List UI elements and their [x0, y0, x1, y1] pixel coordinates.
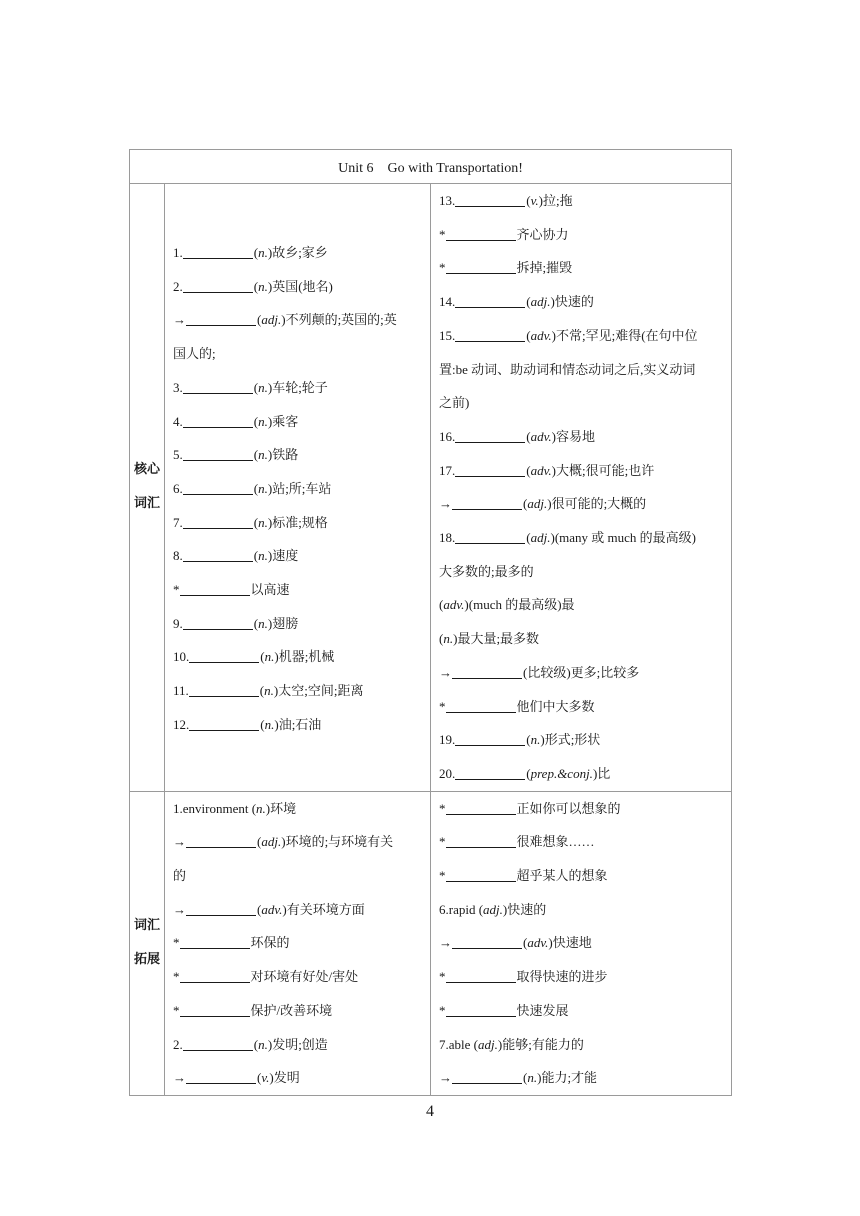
vocab-line — [173, 1061, 424, 1095]
vocab-line — [439, 251, 725, 285]
vocab-meaning: 能够;有能力的 — [502, 1036, 584, 1052]
vocab-prefix: * — [439, 834, 446, 850]
vocab-prefix: 20. — [439, 765, 456, 781]
answer-blank[interactable] — [183, 479, 253, 495]
vocab-line — [173, 926, 424, 960]
vocab-meaning: 正如你可以想象的 — [516, 800, 621, 816]
answer-blank[interactable] — [446, 697, 516, 713]
vocab-meaning: (比较级)更多;比较多 — [523, 664, 640, 680]
vocab-line — [173, 438, 424, 472]
vocab-line — [173, 960, 424, 994]
part-of-speech: (adj.) — [257, 834, 286, 850]
answer-blank[interactable] — [186, 900, 256, 916]
vocab-prefix: 1. — [173, 245, 183, 260]
part-of-speech: (n.) — [260, 716, 279, 732]
vocab-meaning: 不列颠的;英国的;英 — [285, 312, 397, 328]
vocab-meaning: 拉;拖 — [543, 193, 573, 208]
part-of-speech: (v.) — [526, 193, 543, 208]
vocab-meaning: 环境 — [270, 800, 297, 816]
vocab-line — [439, 454, 725, 488]
vocab-prefix: 大多数的;最多的 — [439, 563, 534, 579]
vocab-meaning: 有关环境方面 — [286, 901, 365, 917]
vocab-meaning: 很可能的;大概的 — [551, 496, 647, 512]
vocab-prefix: 13. — [439, 193, 456, 208]
vocab-meaning: 车轮;轮子 — [272, 379, 328, 395]
vocab-prefix: → — [173, 312, 186, 328]
vocab-line — [173, 371, 424, 405]
vocab-line — [173, 640, 424, 674]
answer-blank[interactable] — [455, 191, 525, 207]
vocab-line — [439, 319, 725, 353]
vocab-meaning: 大概;很可能;也许 — [556, 462, 655, 478]
vocab-line — [439, 285, 725, 319]
vocab-line — [439, 555, 725, 589]
part-of-speech: (n.) — [260, 649, 279, 665]
vocab-meaning: 发明;创造 — [272, 1036, 328, 1052]
vocab-meaning: 快速的 — [554, 294, 594, 310]
vocab-meaning: 形式;形状 — [544, 732, 601, 748]
vocab-prefix: 2. — [173, 1036, 183, 1052]
vocab-prefix: 4. — [173, 413, 183, 429]
vocab-prefix: 置:be 动词、助动词和情态动词之后,实义动词 — [439, 361, 696, 377]
vocab-meaning: 速度 — [272, 548, 299, 564]
part-of-speech: n.) — [256, 800, 271, 816]
vocab-meaning: 油;石油 — [278, 716, 322, 732]
vocab-line — [439, 420, 725, 454]
answer-blank[interactable] — [446, 1001, 516, 1017]
vocab-prefix: → — [439, 1070, 452, 1086]
vocab-prefix: 7. — [173, 514, 183, 530]
vocab-line — [173, 994, 424, 1028]
vocab-meaning: 环保的 — [250, 935, 290, 951]
part-of-speech: (n.) — [253, 1036, 273, 1052]
vocab-line — [439, 487, 725, 521]
vocab-meaning: 翅膀 — [272, 615, 299, 631]
vocab-prefix: 2. — [173, 278, 183, 294]
vocab-line — [439, 353, 725, 387]
vocab-line — [173, 1028, 424, 1062]
part-of-speech: (adv.) — [523, 935, 553, 951]
vocab-prefix: 15. — [439, 327, 456, 343]
vocab-meaning: 铁路 — [272, 447, 299, 463]
vocab-line — [173, 792, 424, 826]
vocab-prefix: * — [439, 1002, 446, 1018]
part-of-speech: (n.) — [259, 683, 279, 699]
part-of-speech: (n.) — [253, 245, 273, 260]
vocab-prefix: 5. — [173, 447, 183, 463]
vocab-line — [439, 386, 725, 420]
answer-blank[interactable] — [186, 310, 256, 326]
vocab-line — [439, 859, 725, 893]
section-label-line: 拓展 — [133, 952, 160, 968]
vocab-meaning: 很难想象…… — [516, 834, 595, 850]
answer-blank[interactable] — [455, 764, 525, 780]
vocab-line — [439, 757, 725, 791]
vocab-prefix: → — [439, 935, 452, 951]
vocab-prefix: ( — [439, 631, 444, 647]
vocab-line — [173, 405, 424, 439]
vocab-meaning: 他们中大多数 — [516, 698, 595, 714]
part-of-speech: (adv.) — [526, 428, 556, 444]
section-label-line: 核心 — [133, 462, 160, 478]
part-of-speech: (n.) — [253, 379, 273, 395]
answer-blank[interactable] — [180, 967, 250, 983]
unit-title: Unit 6 Go with Transportation! — [130, 150, 732, 184]
answer-blank[interactable] — [183, 412, 253, 428]
vocab-line — [439, 825, 725, 859]
answer-blank[interactable] — [446, 832, 516, 848]
vocab-prefix: 10. — [173, 649, 190, 665]
section-label-core — [130, 184, 165, 792]
vocab-prefix: 7.able ( — [439, 1036, 478, 1052]
vocab-meaning: 故乡;家乡 — [272, 245, 328, 260]
part-of-speech: (adv.) — [526, 327, 556, 343]
answer-blank[interactable] — [183, 243, 253, 259]
vocab-meaning: 乘客 — [272, 413, 299, 429]
answer-blank[interactable] — [446, 225, 516, 241]
part-of-speech: (n.) — [253, 548, 273, 564]
answer-blank[interactable] — [186, 832, 256, 848]
vocab-prefix: 3. — [173, 379, 183, 395]
vocab-prefix: 国人的; — [173, 346, 216, 362]
vocab-meaning: 快速的 — [507, 901, 547, 917]
part-of-speech: (adj.) — [526, 294, 555, 310]
answer-blank[interactable] — [180, 1001, 250, 1017]
vocab-prefix: * — [439, 698, 446, 714]
vocab-prefix: * — [439, 260, 446, 276]
vocab-meaning: 保护/改善环境 — [250, 1002, 333, 1018]
answer-blank[interactable] — [455, 461, 525, 477]
vocab-line — [439, 656, 725, 690]
vocab-prefix: * — [173, 1002, 180, 1018]
vocab-meaning: 快速地 — [552, 935, 592, 951]
vocab-prefix: 8. — [173, 548, 183, 564]
answer-blank[interactable] — [455, 326, 525, 342]
answer-blank[interactable] — [452, 1068, 522, 1084]
vocab-prefix: → — [439, 496, 452, 512]
vocab-meaning: 机器;机械 — [278, 649, 335, 665]
vocab-meaning: 容易地 — [556, 428, 596, 444]
answer-blank[interactable] — [183, 445, 253, 461]
answer-blank[interactable] — [452, 933, 522, 949]
vocab-line — [439, 184, 725, 218]
answer-blank[interactable] — [186, 1068, 256, 1084]
vocab-prefix: → — [173, 901, 186, 917]
vocab-prefix: 14. — [439, 294, 456, 310]
vocab-prefix: → — [173, 1070, 186, 1086]
part-of-speech: (n.) — [526, 732, 545, 748]
vocab-meaning: 站;所;车站 — [272, 480, 332, 496]
vocab-prefix: 11. — [173, 683, 189, 699]
core-left-column — [165, 184, 431, 792]
answer-blank[interactable] — [183, 513, 253, 529]
vocab-prefix: * — [439, 800, 446, 816]
vocab-line — [439, 588, 725, 622]
part-of-speech: (n.) — [523, 1070, 542, 1086]
answer-blank[interactable] — [455, 730, 525, 746]
vocab-meaning: 以高速 — [250, 582, 290, 598]
vocab-line — [439, 218, 725, 252]
extension-left-column — [165, 791, 431, 1095]
vocab-line — [439, 792, 725, 826]
vocab-line — [439, 926, 725, 960]
vocab-prefix: 18. — [439, 530, 456, 546]
vocab-line — [439, 690, 725, 724]
extension-right-column — [431, 791, 732, 1095]
part-of-speech: (prep.&conj.) — [526, 765, 598, 781]
answer-blank[interactable] — [189, 647, 259, 663]
vocab-line — [173, 337, 424, 371]
answer-blank[interactable] — [452, 663, 522, 679]
vocab-meaning: 能力;才能 — [541, 1070, 598, 1086]
vocab-meaning: (much 的最高级)最 — [468, 597, 575, 613]
vocab-meaning: (many 或 much 的最高级) — [554, 530, 696, 546]
vocab-line — [173, 859, 424, 893]
section-label-line: 词汇 — [133, 918, 160, 934]
vocab-line — [173, 303, 424, 337]
vocab-meaning: 比 — [597, 765, 611, 781]
vocab-line — [439, 622, 725, 656]
vocab-meaning: 环境的;与环境有关 — [285, 834, 394, 850]
vocab-prefix: → — [439, 664, 452, 680]
answer-blank[interactable] — [183, 277, 253, 293]
vocab-line — [439, 1028, 725, 1062]
part-of-speech: (adj.) — [526, 530, 555, 546]
part-of-speech: adv.) — [443, 597, 469, 613]
vocab-prefix: 1.environment ( — [173, 800, 257, 816]
vocab-line — [173, 472, 424, 506]
part-of-speech: adj.) — [477, 1036, 503, 1052]
vocab-meaning: 快速发展 — [516, 1002, 569, 1018]
vocab-meaning: 不常;罕见;难得(在句中位 — [556, 327, 698, 343]
part-of-speech: (adv.) — [526, 462, 556, 478]
part-of-speech: (n.) — [253, 278, 273, 294]
vocab-prefix: 12. — [173, 716, 190, 732]
part-of-speech: (n.) — [253, 514, 273, 530]
answer-blank[interactable] — [189, 681, 259, 697]
part-of-speech: adj.) — [483, 901, 508, 917]
answer-blank[interactable] — [455, 292, 525, 308]
vocab-meaning: 太空;空间;距离 — [278, 683, 364, 699]
vocab-line — [173, 539, 424, 573]
vocab-meaning: 对环境有好处/害处 — [250, 969, 359, 985]
part-of-speech: (adj.) — [523, 496, 552, 512]
part-of-speech: (n.) — [253, 480, 273, 496]
vocab-meaning: 发明 — [273, 1070, 300, 1086]
vocab-prefix: 16. — [439, 428, 456, 444]
vocab-prefix: 19. — [439, 732, 456, 748]
vocab-prefix: 6.rapid ( — [439, 901, 484, 917]
answer-blank[interactable] — [183, 546, 253, 562]
answer-blank[interactable] — [452, 494, 522, 510]
vocab-prefix: ( — [439, 597, 444, 613]
part-of-speech: n.) — [443, 631, 458, 647]
vocab-meaning: 取得快速的进步 — [516, 969, 608, 985]
vocab-prefix: * — [439, 969, 446, 985]
vocab-meaning: 超乎某人的想象 — [516, 868, 608, 884]
vocab-line — [173, 708, 424, 742]
vocab-meaning: 拆掉;摧毁 — [516, 260, 573, 276]
vocab-prefix: 之前) — [439, 395, 470, 411]
part-of-speech: (n.) — [253, 413, 273, 429]
vocab-prefix: * — [439, 226, 446, 242]
answer-blank[interactable] — [183, 1035, 253, 1051]
vocab-prefix: 9. — [173, 615, 183, 631]
vocab-line — [173, 674, 424, 708]
vocab-line — [439, 893, 725, 927]
vocab-line — [173, 236, 424, 270]
vocab-meaning: 英国(地名) — [272, 278, 333, 294]
core-right-column — [431, 184, 732, 792]
vocabulary-table — [129, 149, 732, 1096]
vocab-line — [173, 573, 424, 607]
part-of-speech: (v.) — [257, 1070, 274, 1086]
answer-blank[interactable] — [446, 866, 516, 882]
vocab-prefix: 6. — [173, 480, 183, 496]
vocab-meaning: 标准;规格 — [272, 514, 328, 530]
part-of-speech: (adv.) — [257, 901, 287, 917]
answer-blank[interactable] — [446, 258, 516, 274]
vocab-line — [439, 521, 725, 555]
vocab-line — [173, 893, 424, 927]
vocab-prefix: * — [439, 868, 446, 884]
vocab-prefix: → — [173, 834, 186, 850]
answer-blank[interactable] — [183, 614, 253, 630]
vocab-line — [173, 825, 424, 859]
answer-blank[interactable] — [446, 967, 516, 983]
section-label-extension — [130, 791, 165, 1095]
part-of-speech: (adj.) — [257, 312, 286, 328]
vocab-line — [173, 607, 424, 641]
vocab-meaning: 齐心协力 — [516, 226, 569, 242]
section-label-line: 词汇 — [133, 496, 160, 512]
vocab-prefix: * — [173, 969, 180, 985]
vocab-prefix: 17. — [439, 462, 456, 478]
answer-blank[interactable] — [183, 378, 253, 394]
vocab-line — [173, 270, 424, 304]
answer-blank[interactable] — [455, 528, 525, 544]
part-of-speech: (n.) — [253, 615, 273, 631]
vocab-line — [173, 506, 424, 540]
answer-blank[interactable] — [180, 933, 250, 949]
vocab-prefix: * — [173, 935, 180, 951]
answer-blank[interactable] — [189, 715, 259, 731]
vocab-line — [439, 1061, 725, 1095]
vocab-line — [439, 723, 725, 757]
vocab-meaning: 最大量;最多数 — [457, 631, 540, 647]
page-number: 4 — [426, 1103, 434, 1120]
vocab-line — [439, 960, 725, 994]
vocab-line — [439, 994, 725, 1028]
vocab-prefix: 的 — [173, 868, 187, 884]
part-of-speech: (n.) — [253, 447, 273, 463]
answer-blank[interactable] — [180, 580, 250, 596]
answer-blank[interactable] — [446, 799, 516, 815]
vocab-prefix: * — [173, 582, 180, 598]
answer-blank[interactable] — [455, 427, 525, 443]
